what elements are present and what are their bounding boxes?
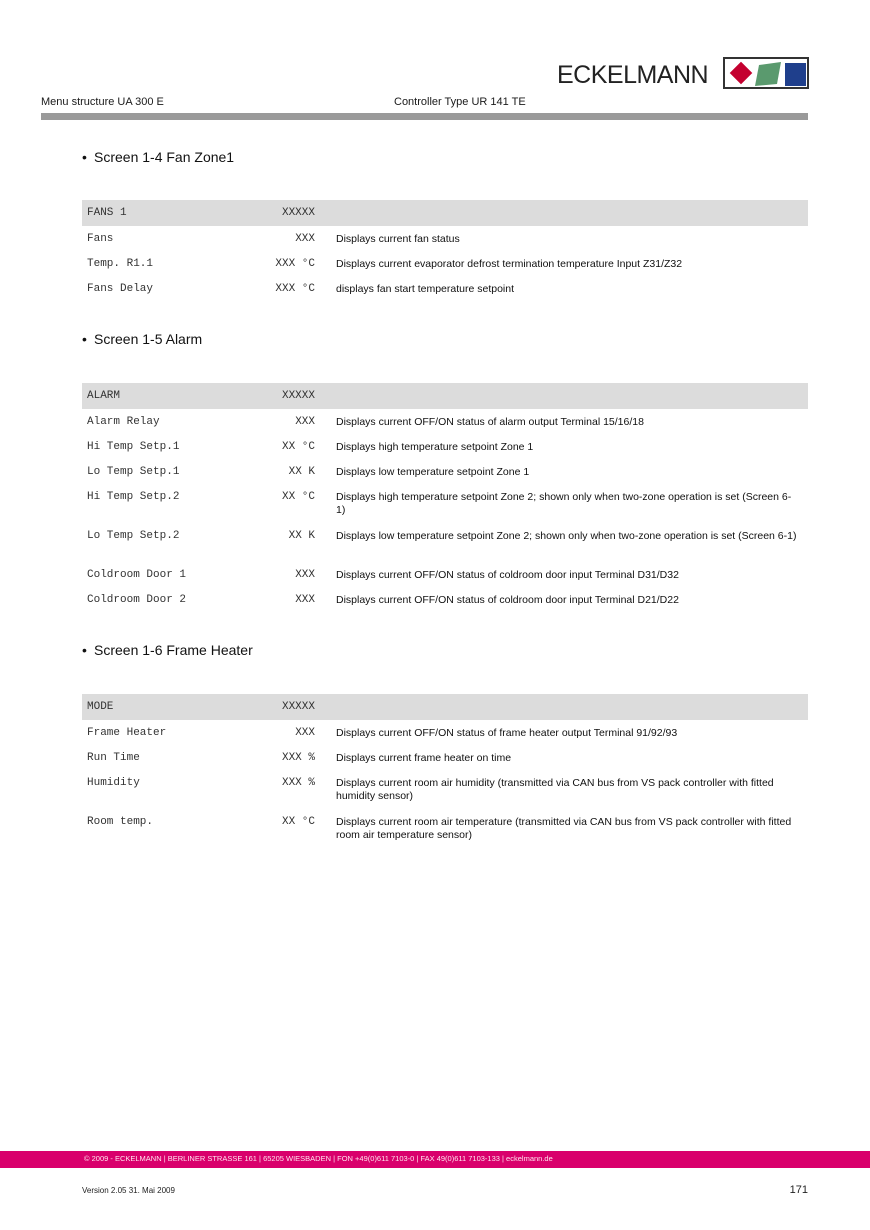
section-title-frame-heater: • Screen 1-6 Frame Heater <box>82 642 253 658</box>
footer-address: © 2009 - ECKELMANN | BERLINER STRASSE 161 | 65205 WIESBADEN | FON +49(0)611 7103-0 | FAX 49(0)611 7103-133 | eckelmann.de <box>84 1154 553 1163</box>
table-row <box>82 809 808 848</box>
param-desc: Displays high temperature setpoint Zone 1 <box>336 441 534 453</box>
param-name: Temp. R1.1 <box>87 258 154 270</box>
table-row <box>82 770 808 809</box>
document-title: Menu structure UA 300 E <box>41 96 164 108</box>
logo-squares-icon <box>723 57 809 89</box>
param-desc: Displays current OFF/ON status of coldroom door input Terminal D21/D22 <box>336 594 679 606</box>
footer-bar <box>0 1151 870 1168</box>
section-title-text: Screen 1-6 Frame Heater <box>94 642 253 658</box>
param-name: Alarm Relay <box>87 416 160 428</box>
header-divider <box>41 113 808 120</box>
param-name: Fans Delay <box>87 283 154 295</box>
table-row <box>82 251 808 276</box>
table-fan-zone <box>82 200 808 301</box>
table-row <box>82 226 808 251</box>
param-desc: Displays current OFF/ON status of alarm output Terminal 15/16/18 <box>336 416 644 428</box>
version-info: Version 2.05 31. Mai 2009 <box>82 1186 175 1195</box>
header-name: FANS 1 <box>87 207 127 219</box>
header-name: MODE <box>87 701 114 713</box>
param-name: Lo Temp Setp.1 <box>87 466 180 478</box>
section-title-alarm: • Screen 1-5 Alarm <box>82 331 203 347</box>
header-value: XXXXX <box>281 390 315 402</box>
param-value: XXX <box>295 233 315 245</box>
section-title-fan-zone: • Screen 1-4 Fan Zone1 <box>82 149 235 165</box>
param-value: XX °C <box>281 491 315 503</box>
header-name: ALARM <box>87 390 121 402</box>
table-row <box>82 720 808 745</box>
header-value: XXXXX <box>281 701 315 713</box>
section-title-text: Screen 1-4 Fan Zone1 <box>94 149 235 165</box>
param-value: XX K <box>288 466 315 478</box>
param-name: Run Time <box>87 752 140 764</box>
table-row <box>82 409 808 434</box>
param-value: XXX °C <box>275 283 315 295</box>
table-row <box>82 587 808 612</box>
table-header-row <box>82 694 808 720</box>
param-name: Frame Heater <box>87 727 167 739</box>
param-value: XX °C <box>281 816 315 828</box>
param-value: XXX <box>295 416 315 428</box>
param-desc: Displays current room air temperature (transmitted via CAN bus from VS pack controller with fitted room air temperature sensor) <box>336 816 792 841</box>
param-desc: Displays low temperature setpoint Zone 1 <box>336 466 530 478</box>
param-name: Coldroom Door 1 <box>87 569 187 581</box>
table-row <box>82 745 808 770</box>
table-row <box>82 276 808 301</box>
param-value: XXX % <box>281 752 315 764</box>
param-desc: Displays current OFF/ON status of coldroom door input Terminal D31/D32 <box>336 569 679 581</box>
table-frame-heater <box>82 694 808 848</box>
param-desc: Displays low temperature setpoint Zone 2; shown only when two-zone operation is set (Screen 6-1) <box>336 530 797 542</box>
section-title-text: Screen 1-5 Alarm <box>94 331 203 347</box>
param-name: Lo Temp Setp.2 <box>87 530 180 542</box>
page-number: 171 <box>789 1184 808 1196</box>
table-header-row <box>82 200 808 226</box>
param-desc: displays fan start temperature setpoint <box>336 283 515 295</box>
table-header-row <box>82 383 808 409</box>
param-desc: Displays current fan status <box>336 233 460 245</box>
table-alarm <box>82 383 808 612</box>
table-row <box>82 484 808 523</box>
param-value: XXX <box>295 569 315 581</box>
param-desc: Displays current room air humidity (transmitted via CAN bus from VS pack controller with fitted humidity sensor) <box>336 777 774 802</box>
param-value: XX °C <box>281 441 315 453</box>
table-row <box>82 459 808 484</box>
eckelmann-logo <box>557 57 809 89</box>
table-row <box>82 434 808 459</box>
param-desc: Displays current evaporator defrost termination temperature Input Z31/Z32 <box>336 258 683 270</box>
param-desc: Displays current OFF/ON status of frame heater output Terminal 91/92/93 <box>336 727 678 739</box>
controller-type: Controller Type UR 141 TE <box>394 96 526 108</box>
param-name: Fans <box>87 233 114 245</box>
header-value: XXXXX <box>281 207 315 219</box>
table-row <box>82 562 808 587</box>
param-value: XXX °C <box>275 258 315 270</box>
param-value: XXX <box>295 727 315 739</box>
param-name: Hi Temp Setp.1 <box>87 441 180 453</box>
param-desc: Displays high temperature setpoint Zone 2; shown only when two-zone operation is set (Screen 6-1) <box>336 491 792 516</box>
param-desc: Displays current frame heater on time <box>336 752 512 764</box>
param-value: XXX % <box>281 777 315 789</box>
param-value: XXX <box>295 594 315 606</box>
logo-wordmark: ECKELMANN <box>557 61 709 89</box>
param-name: Hi Temp Setp.2 <box>87 491 180 503</box>
param-name: Humidity <box>87 777 140 789</box>
param-value: XX K <box>288 530 315 542</box>
table-row <box>82 523 808 562</box>
param-name: Coldroom Door 2 <box>87 594 187 606</box>
param-name: Room temp. <box>87 816 154 828</box>
